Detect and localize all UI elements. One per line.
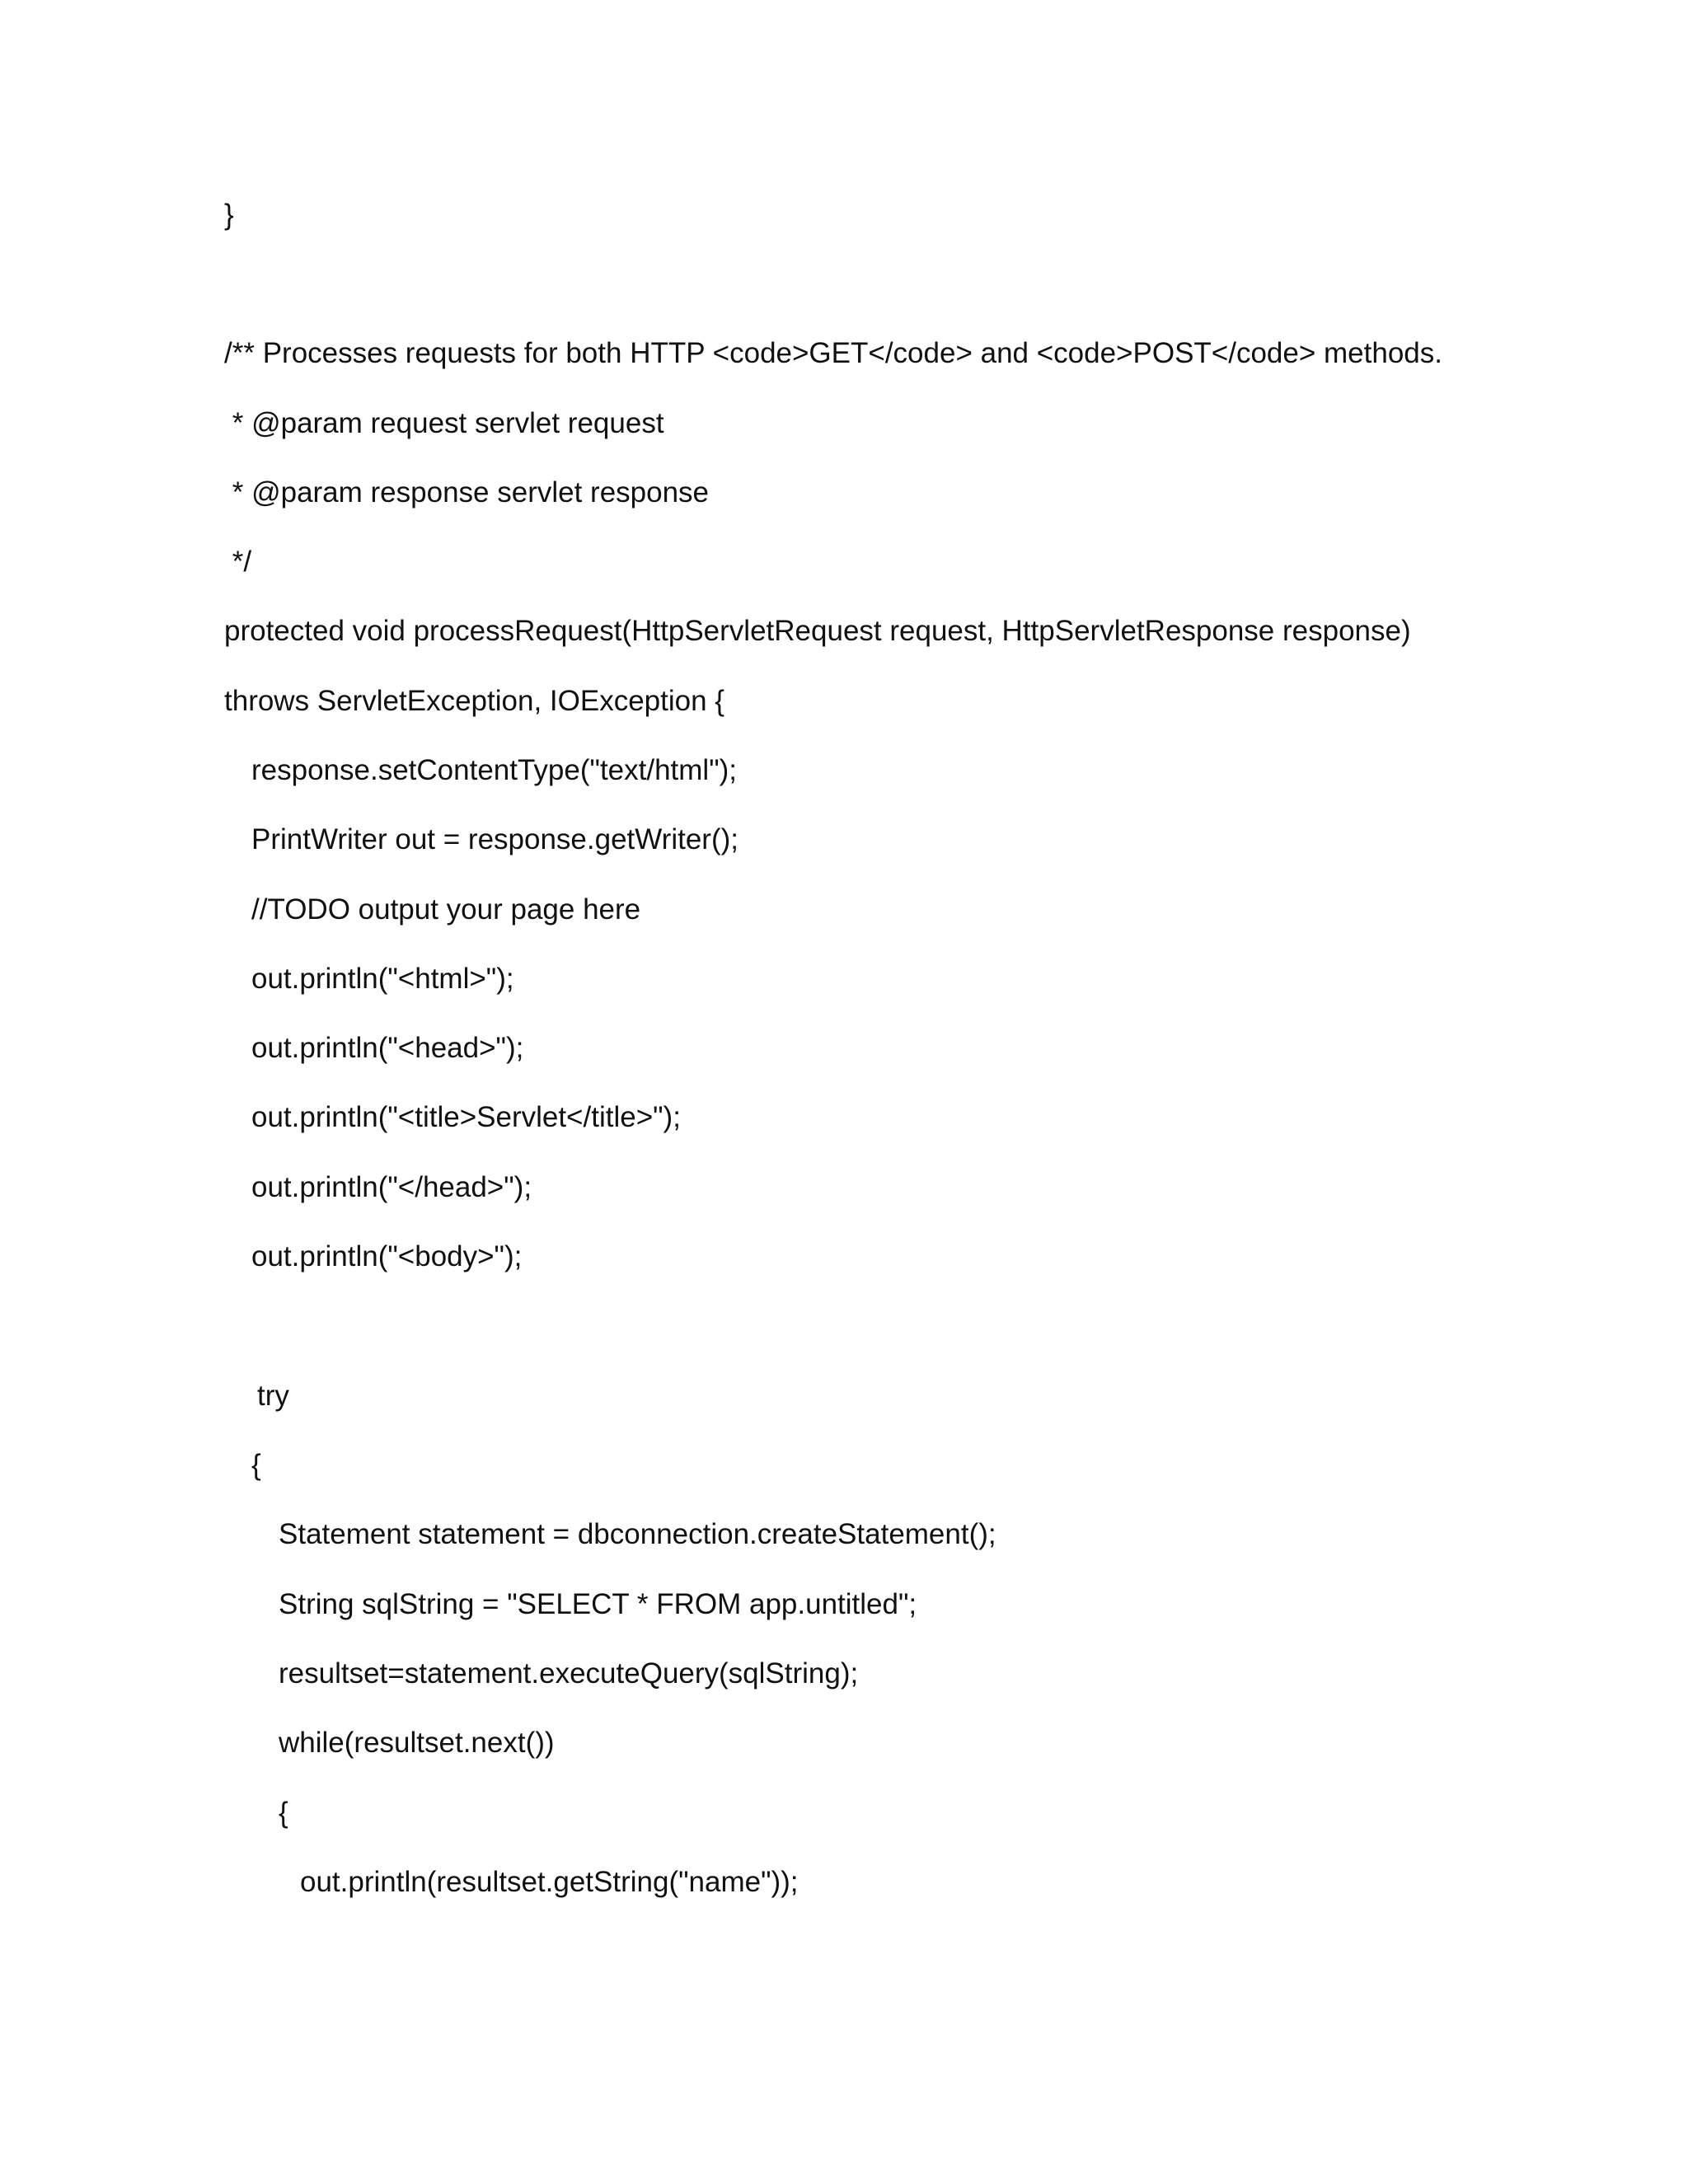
code-line: //TODO output your page here [251,893,641,926]
code-line: try [257,1380,289,1412]
code-line: out.println(resultset.getString("name")); [300,1866,799,1898]
code-line: Statement statement = dbconnection.createStatement(); [279,1518,996,1550]
code-line: out.println("<head>"); [251,1032,524,1064]
code-line: out.println("<html>"); [251,963,514,995]
code-line: out.println("</head>"); [251,1171,532,1203]
code-line: { [251,1449,261,1481]
code-line: { [279,1797,288,1829]
code-line: while(resultset.next()) [279,1727,555,1759]
code-line: resultset=statement.executeQuery(sqlString); [279,1657,859,1690]
code-line: /** Processes requests for both HTTP <code>GET</code> and <code>POST</code> methods. [224,337,1442,369]
code-line: out.println("<title>Servlet</title>"); [251,1101,681,1133]
code-line: PrintWriter out = response.getWriter(); [251,823,738,855]
code-line: response.setContentType("text/html"); [251,754,738,786]
code-line: } [224,199,234,231]
code-line: String sqlString = "SELECT * FROM app.untitled"; [279,1588,917,1620]
code-line: * @param request servlet request [224,407,664,439]
code-line: * @param response servlet response [224,476,710,509]
code-line: */ [224,546,252,578]
code-line: out.println("<body>"); [251,1240,523,1272]
code-line: throws ServletException, IOException { [224,685,724,717]
code-line: protected void processRequest(HttpServletRequest request, HttpServletResponse response) [224,615,1411,647]
